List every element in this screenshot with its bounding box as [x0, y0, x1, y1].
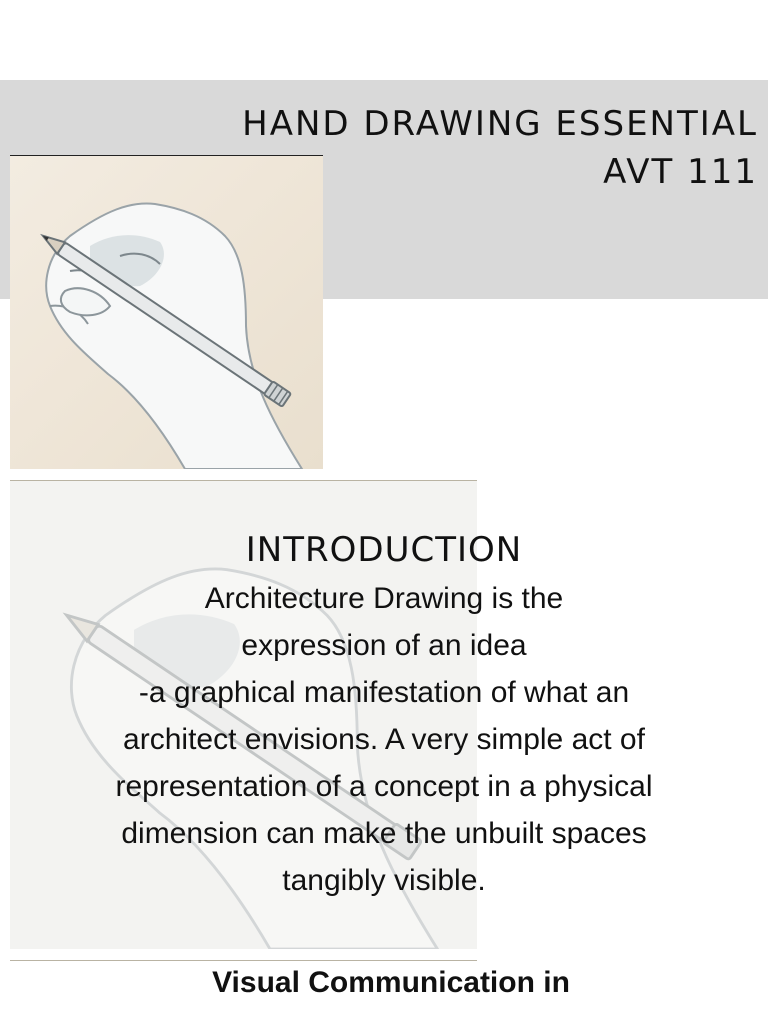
body-line: Architecture Drawing is the: [204, 582, 564, 615]
body-line: representation of a concept in a physical: [115, 770, 653, 803]
course-code: AVT 111: [603, 152, 758, 192]
body-line: architect envisions. A very simple act of: [123, 723, 645, 756]
body-line: -a graphical manifestation of what an: [138, 676, 630, 709]
hand-drawing-image: [10, 155, 323, 469]
slide-title: HAND DRAWING ESSENTIAL: [242, 104, 758, 144]
hand-holding-pencil-icon: [10, 156, 323, 469]
visual-communication-title: Visual Communication in: [212, 966, 570, 999]
slide-divider: [10, 960, 477, 961]
introduction-text: [40, 575, 728, 904]
body-line: dimension can make the unbuilt spaces: [121, 817, 647, 850]
body-line: tangibly visible.: [282, 864, 486, 897]
body-line: expression of an idea: [241, 629, 527, 662]
introduction-heading: INTRODUCTION: [245, 530, 523, 570]
